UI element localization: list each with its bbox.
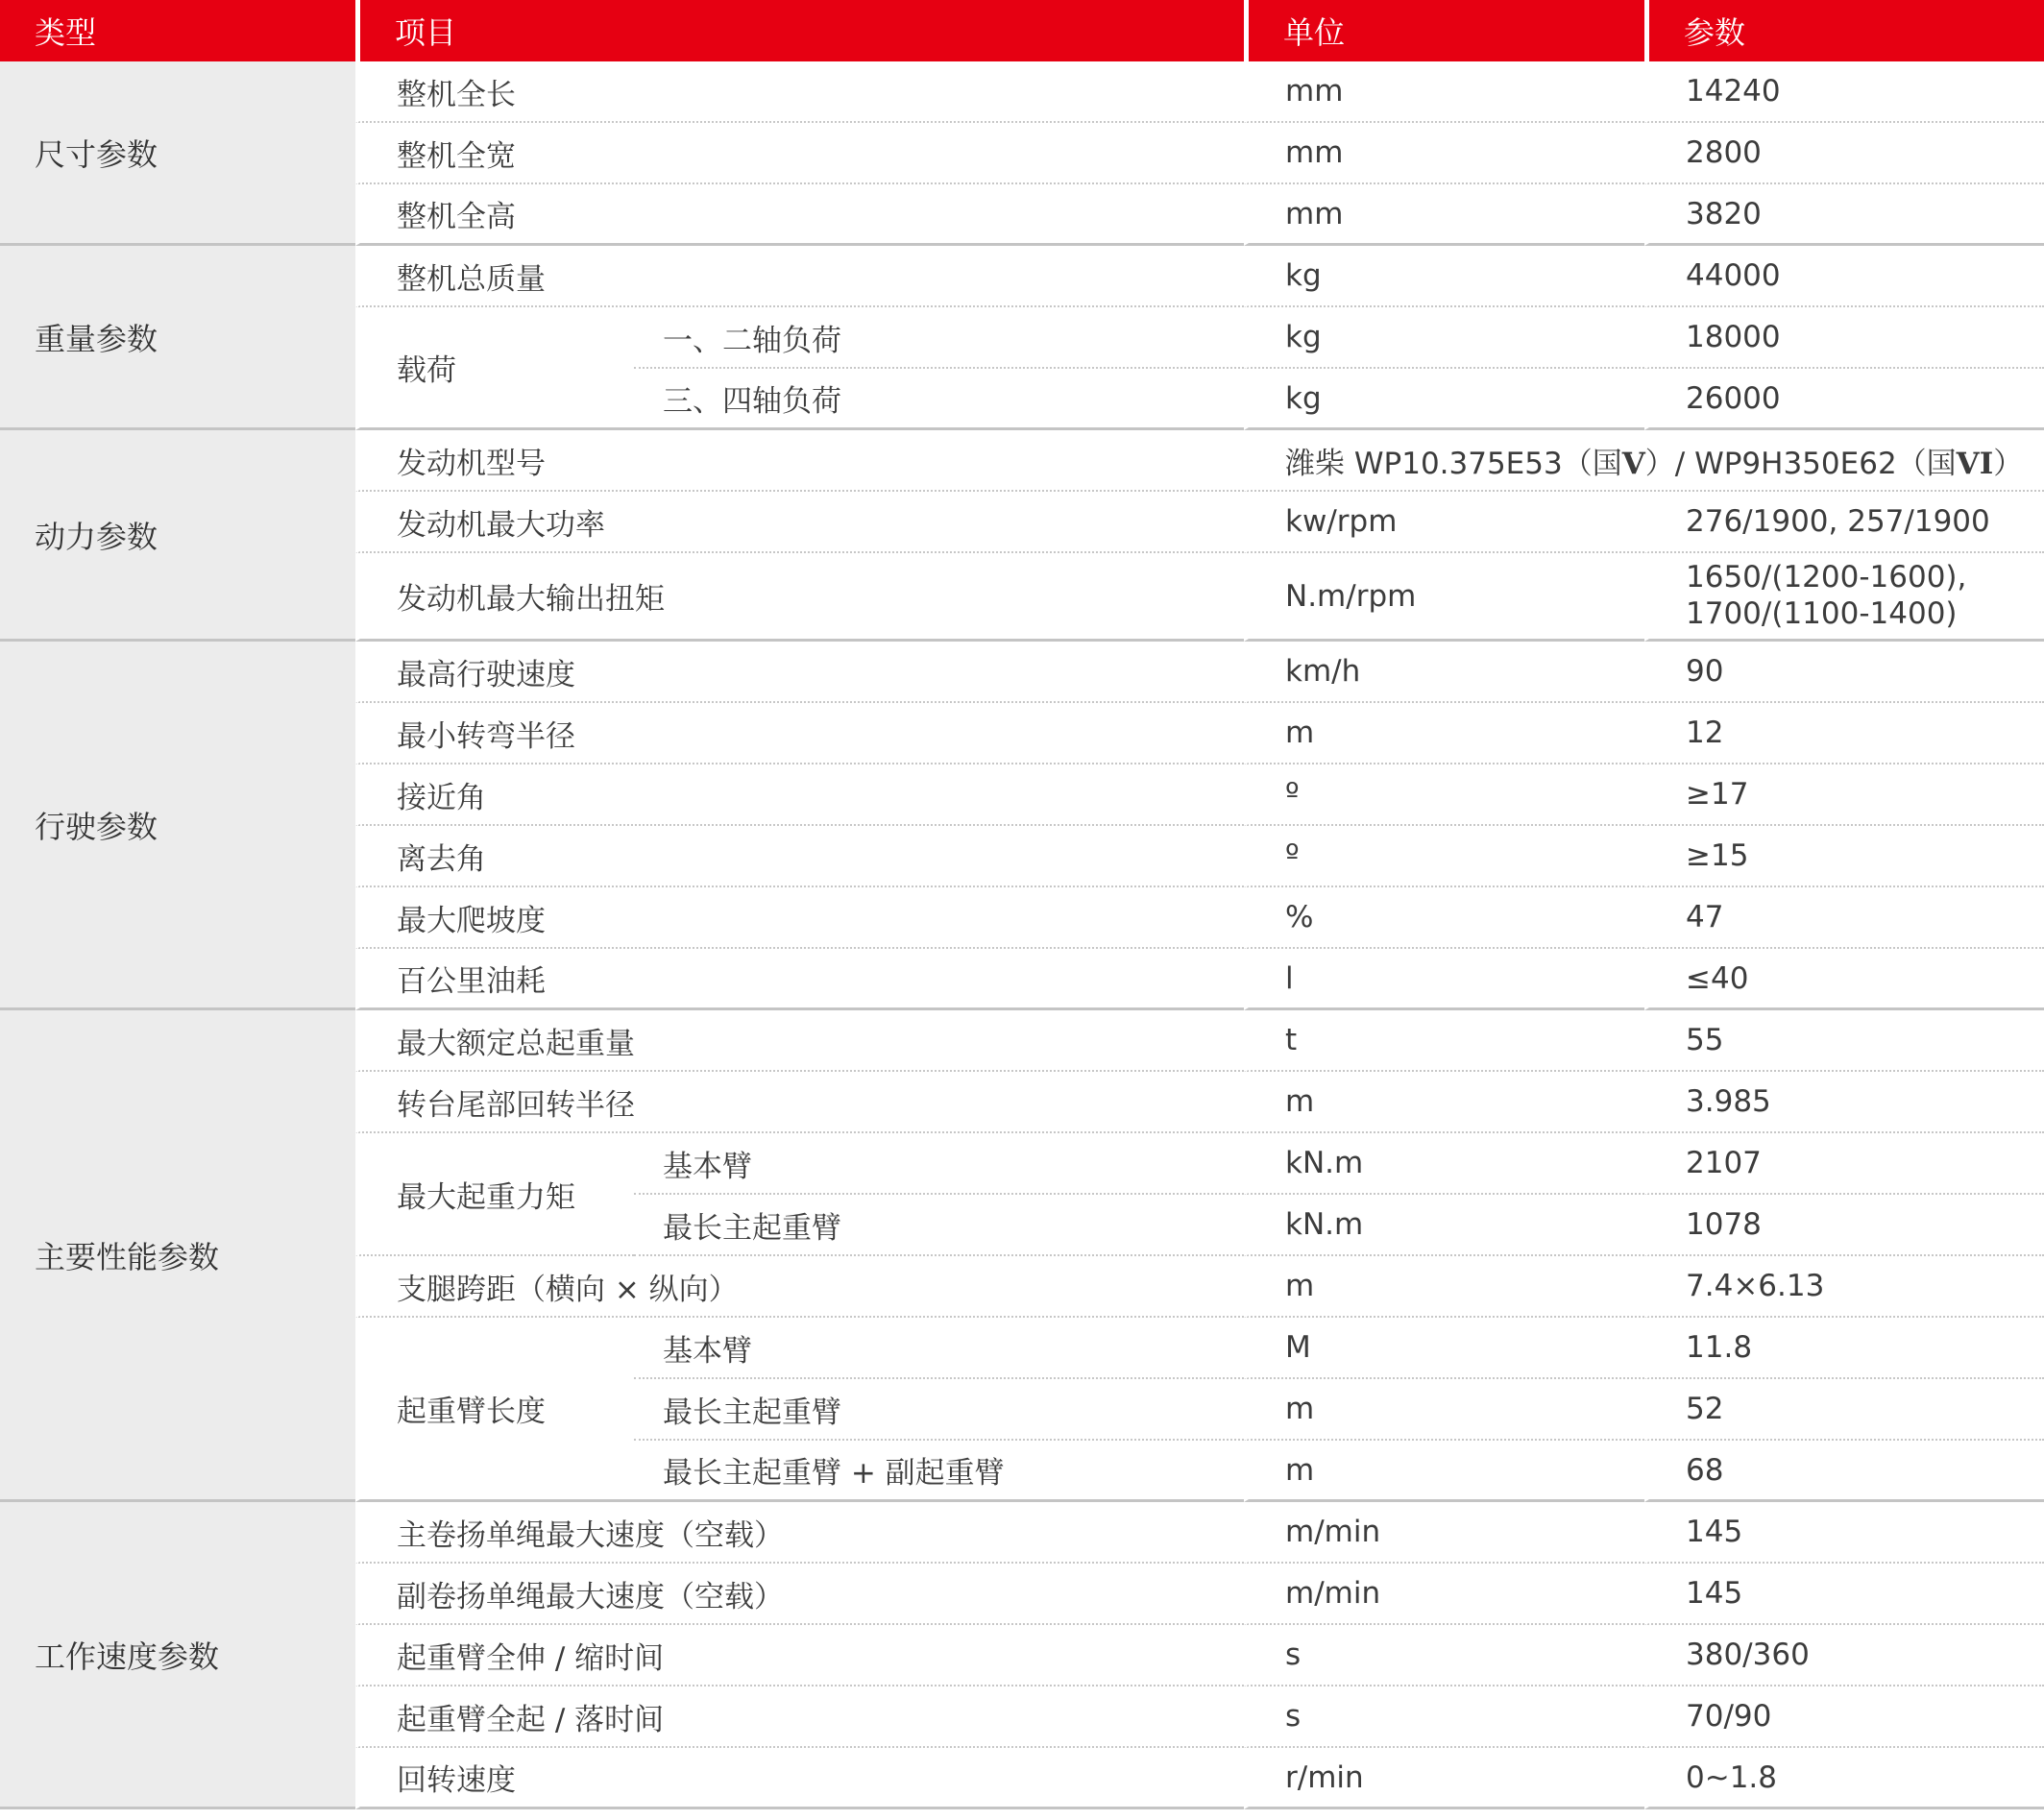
engine-torque-line-2: 1700/(1100-1400) xyxy=(1686,595,1958,631)
item-max-moment: 最大起重力矩 xyxy=(355,1133,634,1256)
table-row xyxy=(0,1502,2044,1564)
unit-engine-torque: N.m/rpm xyxy=(1244,553,1644,642)
value-engine-torque xyxy=(1644,553,2044,642)
category-travel: 行驶参数 xyxy=(0,642,355,1010)
value-total-mass: 44000 xyxy=(1644,246,2044,307)
category-weight: 重量参数 xyxy=(0,246,355,430)
value-boom-jib: 68 xyxy=(1644,1441,2044,1502)
unit-turn-radius: m xyxy=(1244,703,1644,764)
category-speed: 工作速度参数 xyxy=(0,1502,355,1809)
unit-moment-longest: kN.m xyxy=(1244,1195,1644,1256)
unit-length: mm xyxy=(1244,61,1644,123)
header-row xyxy=(0,0,2044,61)
unit-max-speed: km/h xyxy=(1244,642,1644,703)
item-grade: 最大爬坡度 xyxy=(355,887,1244,949)
item-axle12: 一、二轴负荷 xyxy=(634,307,1244,369)
value-boom-longest: 52 xyxy=(1644,1379,2044,1441)
item-main-winch: 主卷扬单绳最大速度（空载） xyxy=(355,1502,1244,1564)
table-row xyxy=(0,1010,2044,1072)
item-luffing: 起重臂全起 / 落时间 xyxy=(355,1687,1244,1748)
value-moment-base: 2107 xyxy=(1644,1133,2044,1195)
item-aux-winch: 副卷扬单绳最大速度（空载） xyxy=(355,1564,1244,1625)
unit-moment-base: kN.m xyxy=(1244,1133,1644,1195)
category-performance: 主要性能参数 xyxy=(0,1010,355,1502)
unit-axle12: kg xyxy=(1244,307,1644,369)
unit-engine-power: kw/rpm xyxy=(1244,492,1644,553)
value-max-speed: 90 xyxy=(1644,642,2044,703)
unit-telescope: s xyxy=(1244,1625,1644,1687)
value-boom-base: 11.8 xyxy=(1644,1318,2044,1379)
value-approach-angle: ≥17 xyxy=(1644,764,2044,826)
unit-fuel: l xyxy=(1244,949,1644,1010)
item-turn-radius: 最小转弯半径 xyxy=(355,703,1244,764)
value-telescope: 380/360 xyxy=(1644,1625,2044,1687)
unit-max-lift: t xyxy=(1244,1010,1644,1072)
item-load: 载荷 xyxy=(355,307,634,430)
item-total-mass: 整机总质量 xyxy=(355,246,1244,307)
value-tail-radius: 3.985 xyxy=(1644,1072,2044,1133)
header-item: 项目 xyxy=(355,0,1244,61)
value-engine-model xyxy=(1244,430,2044,492)
unit-tail-radius: m xyxy=(1244,1072,1644,1133)
value-axle34: 26000 xyxy=(1644,369,2044,430)
unit-axle34: kg xyxy=(1244,369,1644,430)
item-fuel: 百公里油耗 xyxy=(355,949,1244,1010)
item-moment-base: 基本臂 xyxy=(634,1133,1244,1195)
item-boom-longest: 最长主起重臂 xyxy=(634,1379,1244,1441)
unit-luffing: s xyxy=(1244,1687,1644,1748)
unit-outrigger: m xyxy=(1244,1256,1644,1318)
header-value: 参数 xyxy=(1644,0,2044,61)
item-moment-longest: 最长主起重臂 xyxy=(634,1195,1244,1256)
category-size: 尺寸参数 xyxy=(0,61,355,246)
value-luffing: 70/90 xyxy=(1644,1687,2044,1748)
value-outrigger: 7.4×6.13 xyxy=(1644,1256,2044,1318)
unit-grade: % xyxy=(1244,887,1644,949)
value-fuel: ≤40 xyxy=(1644,949,2044,1010)
item-telescope: 起重臂全伸 / 缩时间 xyxy=(355,1625,1244,1687)
item-max-speed: 最高行驶速度 xyxy=(355,642,1244,703)
unit-slewing: r/min xyxy=(1244,1748,1644,1809)
value-moment-longest: 1078 xyxy=(1644,1195,2044,1256)
engine-model-text-a: 潍柴 WP10.375E53（国 xyxy=(1285,446,1622,481)
value-max-lift: 55 xyxy=(1644,1010,2044,1072)
item-engine-power: 发动机最大功率 xyxy=(355,492,1244,553)
engine-torque-line-1: 1650/(1200-1600), xyxy=(1686,559,1967,595)
table-row xyxy=(0,430,2044,492)
header-unit: 单位 xyxy=(1244,0,1644,61)
table-row xyxy=(0,642,2044,703)
unit-height: mm xyxy=(1244,184,1644,246)
item-slewing: 回转速度 xyxy=(355,1748,1244,1809)
item-boom-base: 基本臂 xyxy=(634,1318,1244,1379)
value-width: 2800 xyxy=(1644,123,2044,184)
item-tail-radius: 转台尾部回转半径 xyxy=(355,1072,1244,1133)
item-width: 整机全宽 xyxy=(355,123,1244,184)
unit-aux-winch: m/min xyxy=(1244,1564,1644,1625)
emission-standard-v: V xyxy=(1621,446,1645,481)
item-engine-torque: 发动机最大输出扭矩 xyxy=(355,553,1244,642)
value-turn-radius: 12 xyxy=(1644,703,2044,764)
table-row xyxy=(0,61,2044,123)
value-engine-power: 276/1900, 257/1900 xyxy=(1644,492,2044,553)
value-axle12: 18000 xyxy=(1644,307,2044,369)
engine-model-text-c: ） xyxy=(1993,446,2024,481)
unit-main-winch: m/min xyxy=(1244,1502,1644,1564)
unit-width: mm xyxy=(1244,123,1644,184)
value-departure-angle: ≥15 xyxy=(1644,826,2044,887)
value-slewing: 0~1.8 xyxy=(1644,1748,2044,1809)
unit-departure-angle: º xyxy=(1244,826,1644,887)
value-length: 14240 xyxy=(1644,61,2044,123)
category-power: 动力参数 xyxy=(0,430,355,642)
header-type: 类型 xyxy=(0,0,355,61)
unit-approach-angle: º xyxy=(1244,764,1644,826)
value-height: 3820 xyxy=(1644,184,2044,246)
unit-total-mass: kg xyxy=(1244,246,1644,307)
value-aux-winch: 145 xyxy=(1644,1564,2044,1625)
item-height: 整机全高 xyxy=(355,184,1244,246)
unit-boom-longest: m xyxy=(1244,1379,1644,1441)
item-approach-angle: 接近角 xyxy=(355,764,1244,826)
unit-boom-jib: m xyxy=(1244,1441,1644,1502)
item-boom-jib: 最长主起重臂 + 副起重臂 xyxy=(634,1441,1244,1502)
unit-boom-base: M xyxy=(1244,1318,1644,1379)
item-departure-angle: 离去角 xyxy=(355,826,1244,887)
item-outrigger: 支腿跨距（横向 × 纵向） xyxy=(355,1256,1244,1318)
value-grade: 47 xyxy=(1644,887,2044,949)
item-boom-length: 起重臂长度 xyxy=(355,1318,634,1502)
item-axle34: 三、四轴负荷 xyxy=(634,369,1244,430)
table-row xyxy=(0,246,2044,307)
emission-standard-vi: VI xyxy=(1956,446,1994,481)
engine-model-text-b: ）/ WP9H350E62（国 xyxy=(1644,446,1957,481)
value-main-winch: 145 xyxy=(1644,1502,2044,1564)
item-max-lift: 最大额定总起重量 xyxy=(355,1010,1244,1072)
item-engine-model: 发动机型号 xyxy=(355,430,1244,492)
item-length: 整机全长 xyxy=(355,61,1244,123)
